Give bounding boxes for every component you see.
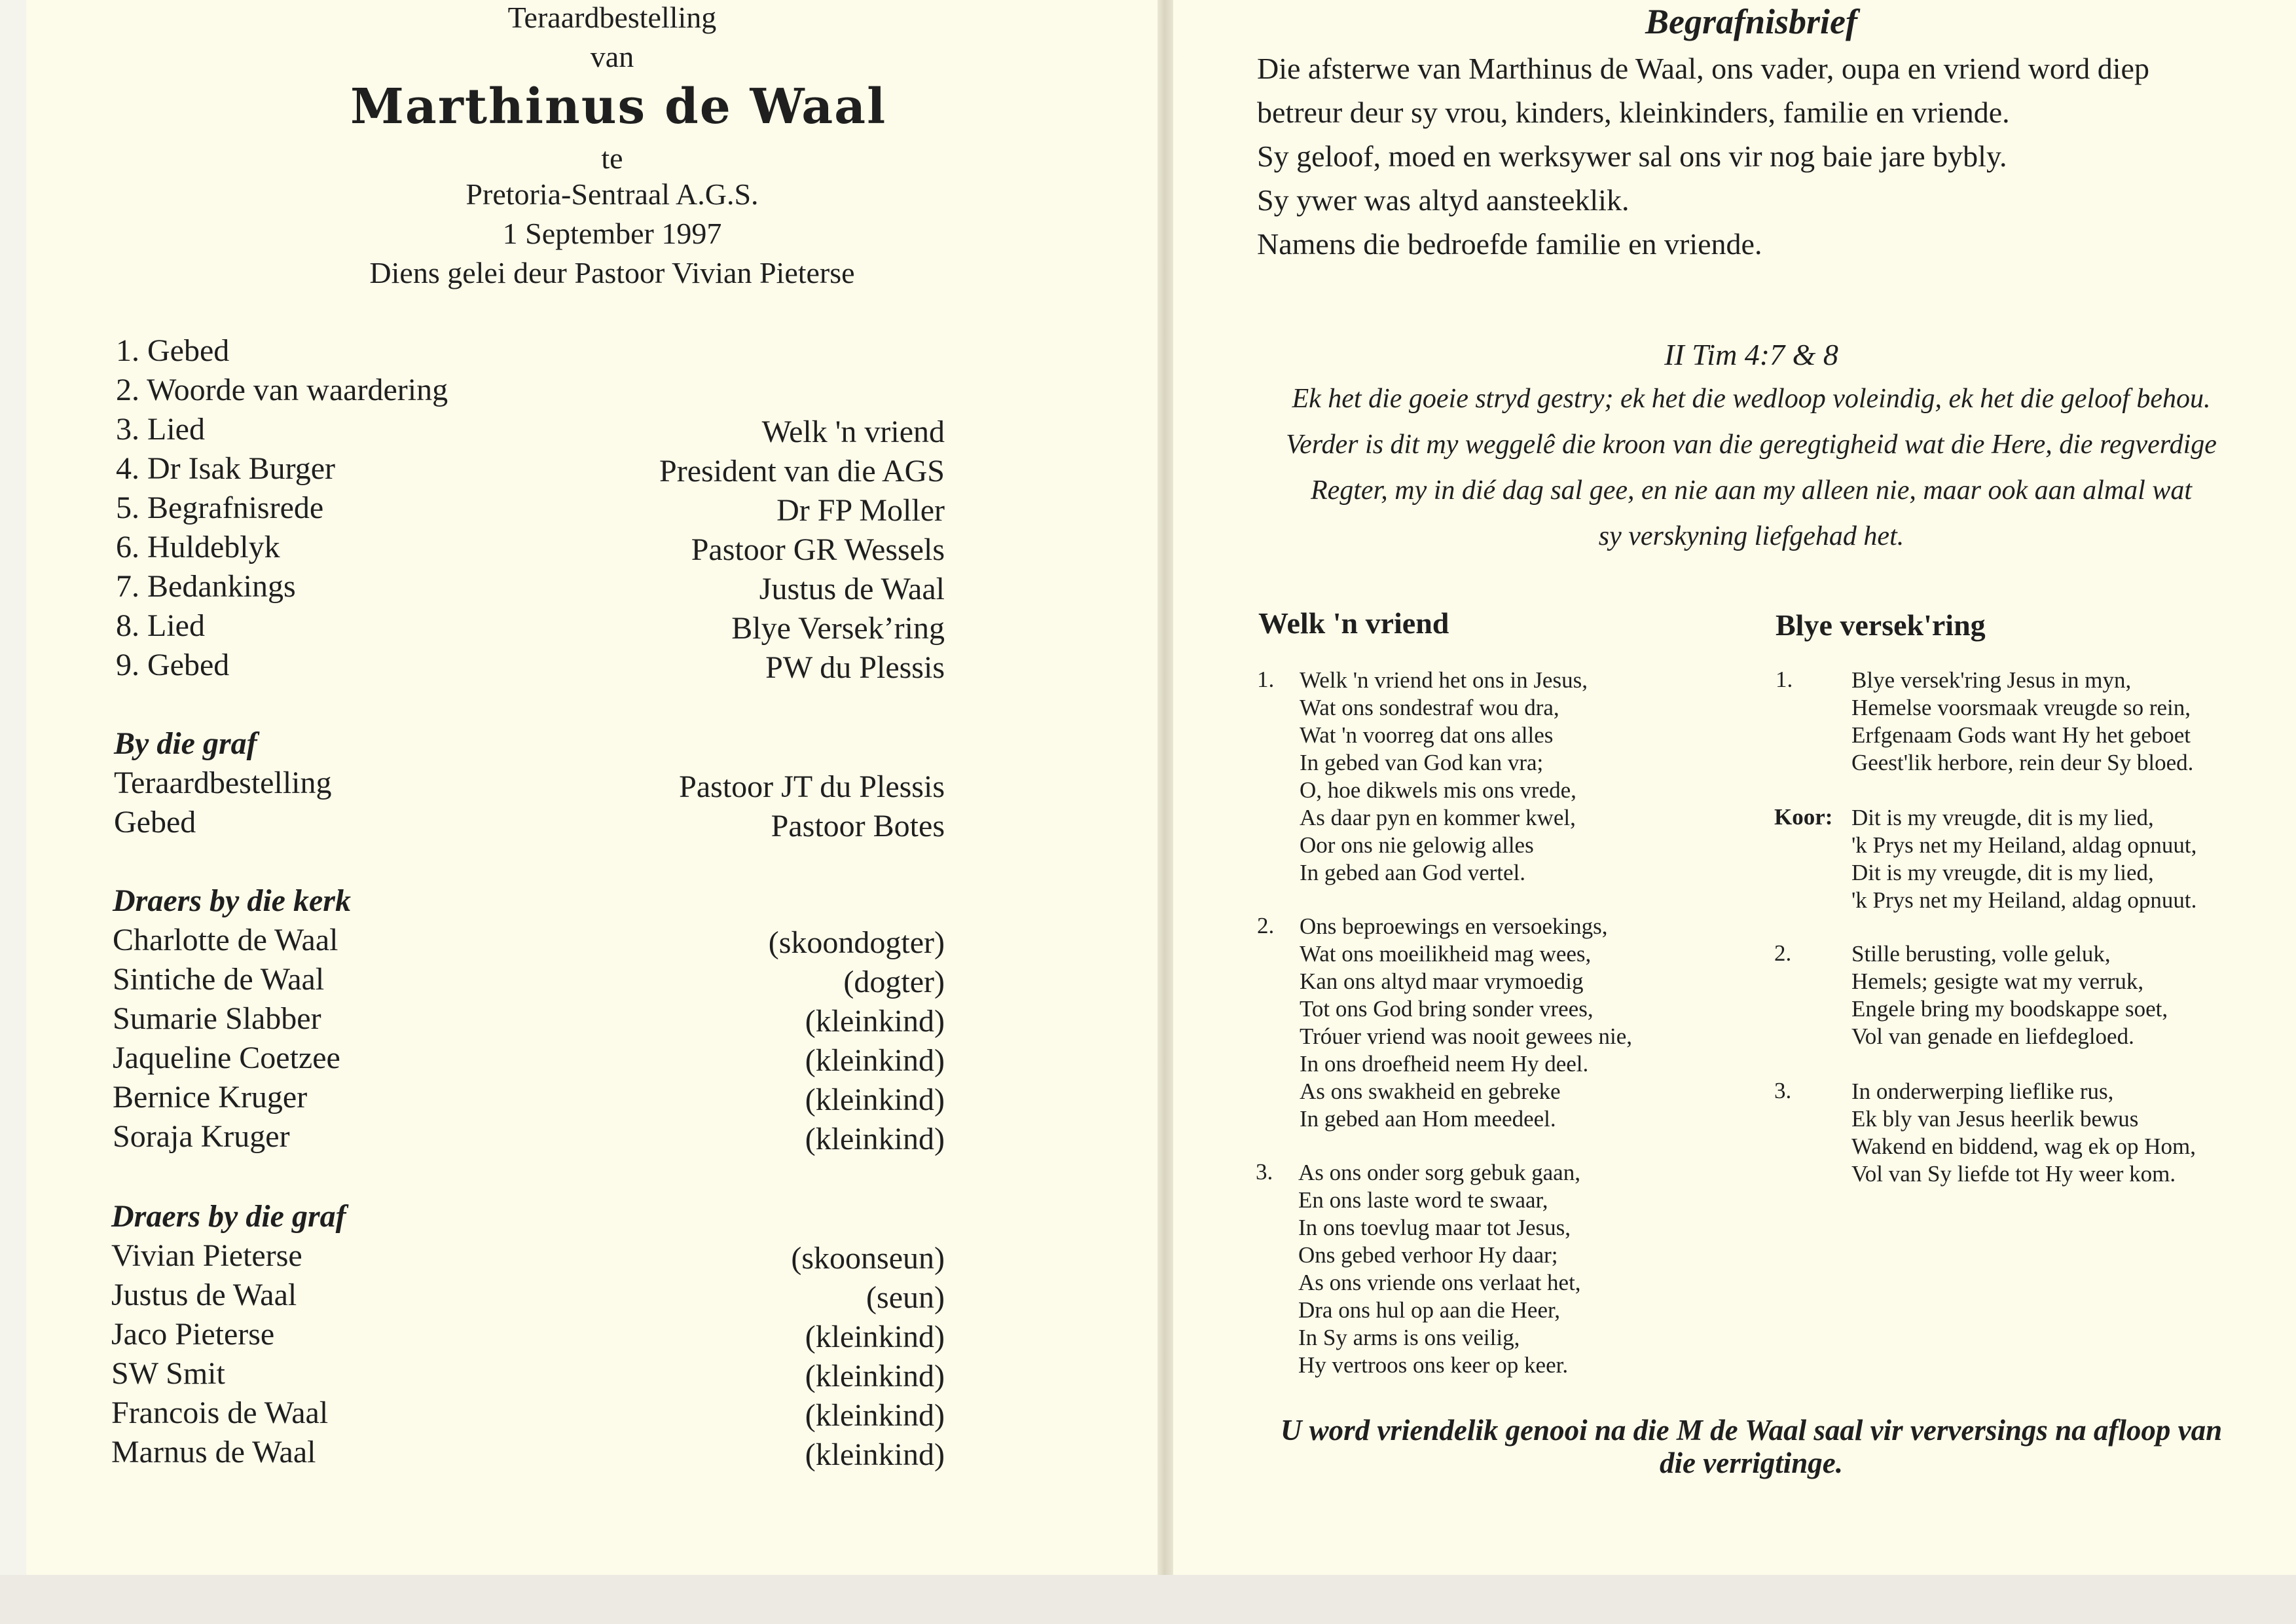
- stanza-line: Hy vertroos ons keer op keer.: [1298, 1352, 1569, 1378]
- order-item-detail: PW du Plessis: [765, 650, 945, 685]
- hymn-title: Blye versek'ring: [1776, 608, 1986, 642]
- invitation-line: die verrigtinge.: [1660, 1447, 1843, 1479]
- invitation-line: U word vriendelik genooi na die M de Waal saal vir verversings na afloop van: [1280, 1414, 2223, 1447]
- stanza-line: Wat 'n voorreg dat ons alles: [1300, 722, 1554, 748]
- stanza-line: Ons beproewings en versoekings,: [1300, 913, 1608, 939]
- stanza-line: 'k Prys net my Heiland, aldag opnuut,: [1851, 832, 2197, 858]
- stanza-line: As ons vriende ons verlaat het,: [1298, 1270, 1581, 1295]
- scripture-line: sy verskyning liefgehad het.: [1598, 521, 1904, 551]
- bearer-name: Sintiche de Waal: [113, 962, 325, 997]
- stanza-line: As ons onder sorg gebuk gaan,: [1298, 1160, 1580, 1185]
- page-fold: [1157, 0, 1173, 1575]
- chorus-label: Koor:: [1774, 804, 1833, 830]
- order-item: 8. Lied: [116, 608, 205, 643]
- letter-line: Sy ywer was altyd aansteeklik.: [1257, 183, 1630, 217]
- stanza-line: As ons swakheid en gebreke: [1300, 1079, 1561, 1104]
- scripture-reference: II Tim 4:7 & 8: [1664, 338, 1838, 371]
- stanza-line: In ons toevlug maar tot Jesus,: [1298, 1215, 1571, 1240]
- grave-item-detail: Pastoor JT du Plessis: [679, 769, 945, 804]
- letter-line: Namens die bedroefde familie en vriende.: [1257, 227, 1762, 261]
- section-heading: Draers by die graf: [111, 1199, 346, 1234]
- bearer-name: Bernice Kruger: [113, 1080, 308, 1115]
- letter-line: Die afsterwe van Marthinus de Waal, ons vader, oupa en vriend word diep: [1257, 52, 2149, 85]
- letter-line: Sy geloof, moed en werksywer sal ons vir nog baie jare bybly.: [1257, 139, 2007, 173]
- stanza-number: 3.: [1774, 1078, 1792, 1103]
- bearer-relation: (kleinkind): [805, 1398, 945, 1433]
- letter-title: Begrafnisbrief: [1645, 2, 1857, 41]
- scripture-line: Verder is dit my weggelê die kroon van die geregtigheid wat die Here, die regverdige: [1286, 430, 2217, 460]
- service-leader: Diens gelei deur Pastoor Vivian Pieterse: [369, 256, 855, 289]
- grave-item: Teraardbestelling: [114, 766, 332, 800]
- program-te: te: [601, 141, 623, 175]
- stanza-line: Welk 'n vriend het ons in Jesus,: [1300, 667, 1588, 693]
- service-location: Pretoria-Sentraal A.G.S.: [465, 177, 759, 211]
- stanza-line: Geest'lik herbore, rein deur Sy bloed.: [1851, 750, 2194, 775]
- stanza-line: In gebed van God kan vra;: [1300, 750, 1544, 775]
- bearer-name: SW Smit: [111, 1356, 225, 1391]
- order-item-detail: Pastoor GR Wessels: [691, 532, 945, 567]
- program-van: van: [590, 40, 634, 73]
- stanza-line: Engele bring my boodskappe soet,: [1851, 996, 2168, 1022]
- stanza-line: Wakend en biddend, wag ek op Hom,: [1851, 1134, 2196, 1159]
- deceased-name: Marthinus de Waal: [350, 79, 887, 135]
- bearer-name: Justus de Waal: [111, 1278, 297, 1312]
- bearer-name: Vivian Pieterse: [111, 1238, 302, 1273]
- stanza-line: Hemelse voorsmaak vreugde so rein,: [1851, 695, 2191, 720]
- grave-item: Gebed: [114, 805, 196, 840]
- stanza-line: Tot ons God bring sonder vrees,: [1300, 996, 1594, 1022]
- order-item: 4. Dr Isak Burger: [116, 451, 336, 486]
- bearer-relation: (kleinkind): [805, 1437, 945, 1472]
- stanza-line: Oor ons nie gelowig alles: [1300, 832, 1534, 858]
- stanza-line: Stille berusting, volle geluk,: [1851, 941, 2111, 967]
- stanza-line: Wat ons sondestraf wou dra,: [1300, 695, 1559, 720]
- order-item: 6. Huldeblyk: [116, 530, 280, 564]
- bearer-relation: (kleinkind): [805, 1122, 945, 1156]
- bearer-name: Soraja Kruger: [113, 1119, 290, 1154]
- stanza-line: Hemels; gesigte wat my verruk,: [1851, 969, 2144, 994]
- stanza-line: Blye versek'ring Jesus in myn,: [1851, 667, 2132, 693]
- bearer-relation: (skoondogter): [768, 925, 945, 960]
- section-heading: Draers by die kerk: [113, 883, 351, 918]
- scan-margin: [0, 1575, 2296, 1624]
- bearer-relation: (kleinkind): [805, 1082, 945, 1117]
- order-item-detail: Welk 'n vriend: [761, 415, 945, 449]
- order-item-detail: Blye Versek’ring: [731, 611, 945, 646]
- stanza-line: As daar pyn en kommer kwel,: [1300, 805, 1576, 830]
- order-item: 7. Bedankings: [116, 569, 296, 604]
- service-date: 1 September 1997: [502, 217, 722, 250]
- stanza-line: In ons droefheid neem Hy deel.: [1300, 1051, 1589, 1077]
- bearer-relation: (seun): [866, 1280, 945, 1315]
- bearer-name: Marnus de Waal: [111, 1435, 316, 1469]
- bearer-relation: (kleinkind): [805, 1043, 945, 1078]
- stanza-line: Vol van genade en liefdegloed.: [1851, 1024, 2134, 1049]
- order-item-detail: Dr FP Moller: [776, 493, 945, 528]
- letter-line: betreur deur sy vrou, kinders, kleinkinders, familie en vriende.: [1257, 96, 2010, 129]
- stanza-number: 2.: [1257, 913, 1275, 938]
- bearer-relation: (kleinkind): [805, 1004, 945, 1039]
- stanza-line: O, hoe dikwels mis ons vrede,: [1300, 777, 1576, 803]
- bearer-relation: (dogter): [843, 965, 945, 999]
- stanza-line: In Sy arms is ons veilig,: [1298, 1325, 1520, 1350]
- bearer-name: Francois de Waal: [111, 1395, 329, 1430]
- order-item: 9. Gebed: [116, 648, 230, 682]
- stanza-line: Dit is my vreugde, dit is my lied,: [1851, 805, 2154, 830]
- stanza-line: Wat ons moeilikheid mag wees,: [1300, 941, 1592, 967]
- stanza-line: Ons gebed verhoor Hy daar;: [1298, 1242, 1558, 1268]
- stanza-line: Kan ons altyd maar vrymoedig: [1300, 969, 1584, 994]
- order-item: 3. Lied: [116, 412, 205, 447]
- stanza-number: 1.: [1776, 667, 1793, 692]
- grave-item-detail: Pastoor Botes: [771, 809, 945, 843]
- bearer-relation: (kleinkind): [805, 1320, 945, 1354]
- stanza-line: Dit is my vreugde, dit is my lied,: [1851, 860, 2154, 885]
- order-item-detail: Justus de Waal: [759, 572, 945, 606]
- bearer-relation: (kleinkind): [805, 1359, 945, 1393]
- stanza-line: In gebed aan Hom meedeel.: [1300, 1106, 1556, 1132]
- stanza-line: Erfgenaam Gods want Hy het geboet: [1851, 722, 2191, 748]
- stanza-line: Dra ons hul op aan die Heer,: [1298, 1297, 1560, 1323]
- bearer-name: Jaco Pieterse: [111, 1317, 275, 1352]
- hymn-title: Welk 'n vriend: [1258, 606, 1449, 640]
- program-title: Teraardbestelling: [507, 1, 717, 34]
- bearer-name: Charlotte de Waal: [113, 923, 338, 957]
- stanza-number: 2.: [1774, 940, 1792, 966]
- bearer-name: Jaqueline Coetzee: [113, 1041, 340, 1075]
- stanza-line: In gebed aan God vertel.: [1300, 860, 1525, 885]
- stanza-line: Vol van Sy liefde tot Hy weer kom.: [1851, 1161, 2176, 1187]
- order-item-detail: President van die AGS: [659, 454, 945, 489]
- bearer-relation: (skoonseun): [791, 1241, 945, 1276]
- order-item: 2. Woorde van waardering: [116, 373, 448, 407]
- stanza-number: 3.: [1256, 1159, 1273, 1185]
- stanza-line: 'k Prys net my Heiland, aldag opnuut.: [1851, 887, 2197, 913]
- scripture-line: Regter, my in dié dag sal gee, en nie aan my alleen nie, maar ook aan almal wat: [1310, 475, 2193, 506]
- stanza-line: In onderwerping lieflike rus,: [1851, 1079, 2114, 1104]
- order-item: 1. Gebed: [116, 333, 230, 368]
- section-heading: By die graf: [114, 726, 257, 761]
- stanza-line: Ek bly van Jesus heerlik bewus: [1851, 1106, 2139, 1132]
- scripture-line: Ek het die goeie stryd gestry; ek het die wedloop voleindig, ek het die geloof behou.: [1292, 384, 2211, 414]
- bearer-name: Sumarie Slabber: [113, 1001, 321, 1036]
- stanza-line: Tróuer vriend was nooit gewees nie,: [1300, 1024, 1633, 1049]
- order-item: 5. Begrafnisrede: [116, 490, 324, 525]
- stanza-line: En ons laste word te swaar,: [1298, 1187, 1548, 1213]
- stanza-number: 1.: [1257, 667, 1275, 692]
